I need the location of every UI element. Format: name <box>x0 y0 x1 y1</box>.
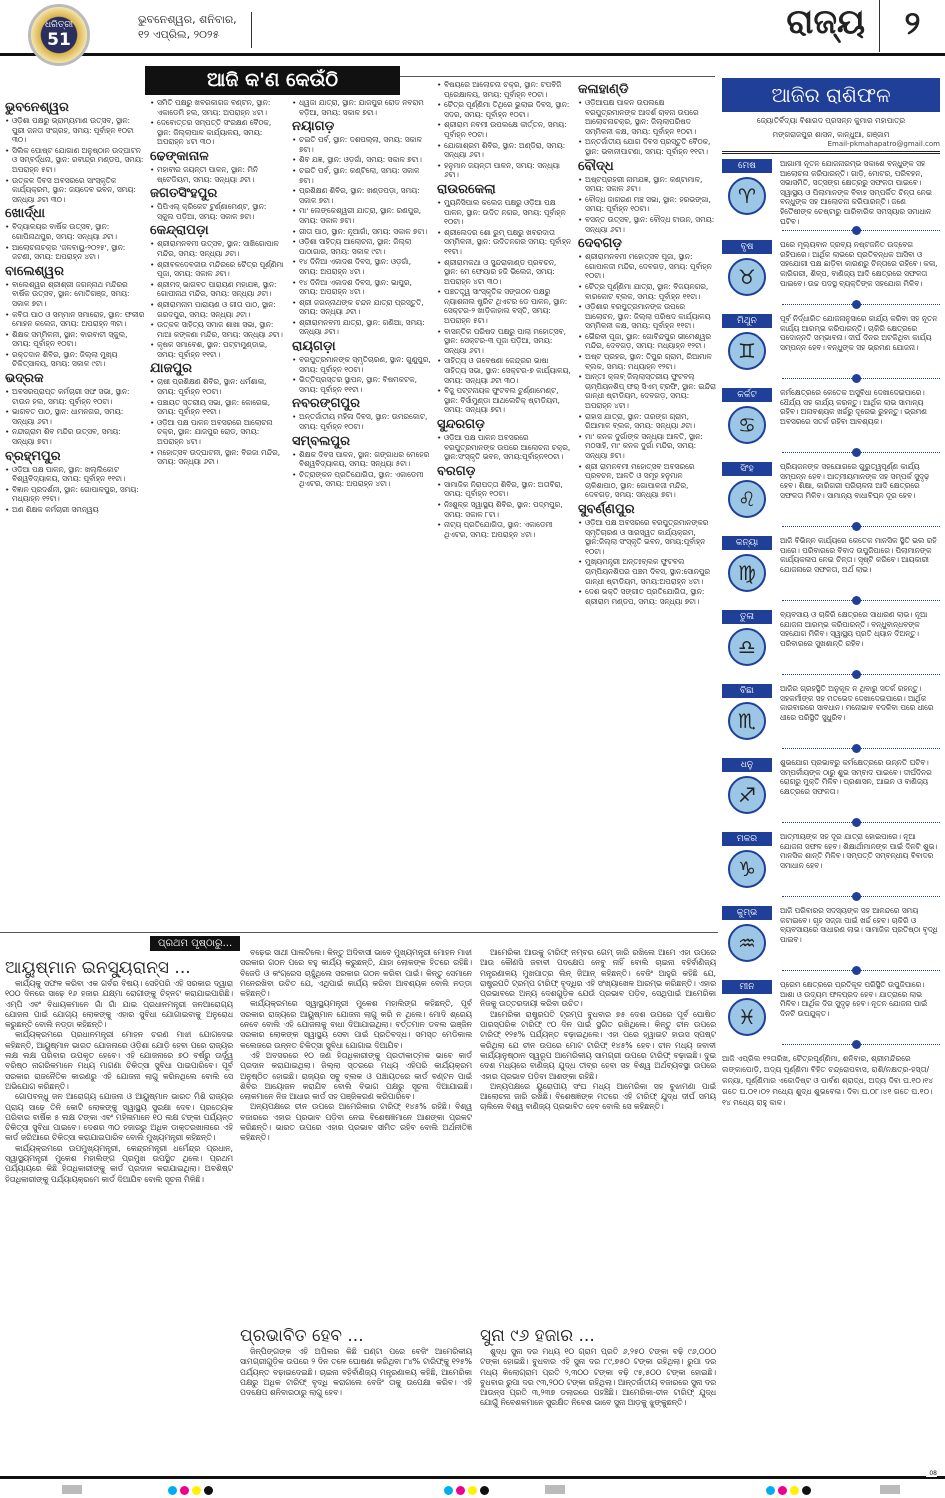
event-item: • ଦେବୋତ୍ତର ସମ୍ପତ୍ତି ସଂରକ୍ଷଣ ବୈଠକ, ସ୍ଥାନ: ଜିଲ୍ଲାପାଳ କାର୍ଯ୍ୟାଳୟ, ସମୟ: ଅପରାହ୍ନ ୪ଟା ୩୦। <box>150 118 285 147</box>
registration-dot-cyan <box>444 1486 453 1495</box>
dotted-separator <box>782 1040 940 1049</box>
event-item: • ଓଡ଼ିଶା ସାହିତ୍ୟ ଆଲୋଚନା, ସ୍ଥାନ: ଜିଲ୍ଲା ପାଠାଗାର, ସମୟ: ସକାଳ ୯ଟା। <box>292 237 432 256</box>
separator-dot-icon <box>852 1040 861 1049</box>
anniversary-logo <box>28 4 90 66</box>
event-item: • ମହାବୀର ଜୟନ୍ତୀ ପାଳନ, ସ୍ଥାନ: ମିନି ଷ୍ଟେଡିୟମ, ସମୟ: ସନ୍ଧ୍ୟା ୬ଟା। <box>150 165 285 184</box>
separator-dot-icon <box>852 226 861 235</box>
district-heading: ଭଦ୍ରକ <box>5 371 44 387</box>
dotted-separator <box>782 300 940 309</box>
logo-years: 51 <box>47 30 71 50</box>
event-item: • ଅବସରପ୍ରାପ୍ତ କର୍ମଚାରୀ ସଙ୍ଘ ସଭା, ସ୍ଥାନ: ଟାଉନ ହଲ, ସମୟ: ପୂର୍ବାହ୍ନ ୧୦ଟା। <box>5 387 145 406</box>
event-list <box>437 480 572 540</box>
event-list <box>578 175 716 235</box>
dotted-separator <box>782 670 940 679</box>
event-item: • ଚଇତି ପର୍ବ, ସ୍ଥାନ: କଣ୍ଟିଲୋ, ସମୟ: ସକାଳ ୭ଟା। <box>292 166 432 185</box>
event-item: • ସିଲିକ ପୋଷ୍ଟ ଯୋଗାଣ ଅନୁଷ୍ଠାନ ଉଦ୍‌ଘାଟନ ଓ ସମ୍ବର୍ଦ୍ଧନା, ସ୍ଥାନ: ରବୀନ୍ଦ୍ର ମଣ୍ଡପ, ସମୟ: ଅପରାହ୍ନ ୫ଟା। <box>5 146 145 175</box>
event-item: • ମୁଖ୍ୟମନ୍ତ୍ରୀ ଅନ୍ତଃବ୍ଲକ ଫୁଟବଲ ଚାମ୍ପିୟନଶିପର ପଞ୍ଚମ ଦିବସ, ସ୍ଥାନ:ସୋନପୁର ଗାନ୍ଧୀ ଷ୍ଟାଡିୟମ, ସମୟ:ଅପରାହ୍ନ ୪ଟା। <box>578 557 716 586</box>
gray-swatch <box>62 1485 82 1494</box>
event-item: • ପଞ୍ଚତତ୍ତ୍ୱ ସାଂସ୍କୃତିକ ସଙ୍ଗଠନ ପକ୍ଷରୁ ନ୍ୟାଶନାଲ ଷ୍ଟ୍ରିଟ ଥିଏଟର ଡେ ପାଳନ, ସ୍ଥାନ: ସେକ୍ଟର-୨ ଖାଡ଼ିକାହାଲ ବସ୍ତି, ସମୟ: ଅପରାହ୍ନ ୫ଟା। <box>437 287 572 325</box>
story-paragraph: ଆମେରିକା ଆଉକୁ ଟାରିଫ୍ ନମ୍ବର ଗେମ୍ ଜାରି ରଖିଲେ ଆମେ ଏହା ଉପରେ ଆଉ କୌଣସି ଜବାବୀ ପଦକ୍ଷେପ ନେବୁ ନାହିଁ ବୋଲି ଚାଇନା ବହିର୍ବାଣିଜ୍ୟ ମନ୍ତ୍ରଣାଳୟ ମୁଖପାତ୍ର ଲିନ୍ ଜିଆନ୍ କହିଛନ୍ତି। ବେଜିଂ ଆହୁରି କହିଛି ଯେ, ରାଷ୍ଟ୍ରପତି ଟ୍ରମ୍ପ ଟାରିଫ୍ ବୃଦ୍ଧିର ଏହି ସଂଖ୍ୟାଖେଳ ଆରମ୍ଭ କରିଛନ୍ତି। ଏହାର ପ୍ରଭାବରେ ଅନ୍ୟ ଦେଶଗୁଡ଼ିକ ଯେଉଁ ପ୍ରଭାବ ପଡ଼ିବ, ସେଥିପାଇଁ ଆମେରିକା ନିଜକୁ ଉତ୍ତରଦାୟୀ କରିବା ଉଚିତ। <box>480 948 716 1009</box>
dateline <box>138 12 252 48</box>
story-paragraph: ଆମେରିକା ରାଷ୍ଟ୍ରପତି ଟ୍ରମ୍ପ ବୁଧବାର ୭୫ ଦେଶ ଉପରେ ପୂର୍ବ ଘୋଷିତ ପାରସ୍ପରିକ ଟାରିଫ୍ ୯୦ ଦିନ ପାଇଁ ସ୍ଥଗିତ ରଖିଥିଲେ। କିନ୍ତୁ ଚୀନ ଉପରେ ଟାରିଫ୍ ୧୨୫% ପର୍ଯ୍ୟନ୍ତ ବଢ଼ାଇଥିଲେ। ଏହା ପରେ ହ୍ୱାଇଟ ହାଉସ ସ୍ପଷ୍ଟ କରିଥିଲା ଯେ ଚୀନ ଉପରେ ମୋଟ ଟାରିଫ୍ ୧୪୫% ହେବ। ଚୀନ ମଧ୍ୟ ଜବାବୀ କାର୍ଯ୍ୟାନୁଷ୍ଠାନ ସ୍ୱରୂପ ଆମେରିକୀୟ ସାମଗ୍ରୀ ଉପରେ ଟାରିଫ୍ ବଢ଼ାଇଛି। ଦୁଇ ଦେଶ ମଧ୍ୟରେ ବାଣିଜ୍ୟ ଯୁଦ୍ଧ ତୀବ୍ର ହେବା ସହ ବିଶ୍ୱ ଅର୍ଥବ୍ୟବସ୍ଥା ଉପରେ ଏହାର ପ୍ରଭାବ ପଡ଼ିବା ଆଶଙ୍କା ରହିଛି। <box>480 1009 716 1081</box>
district-heading: ଜଗତସିଂହପୁର <box>150 186 218 202</box>
zodiac-prediction: ଆଗାମୀ ନୂତନ ଯୋଜନାରମ୍ଭ ସକାଶେ ବନ୍ଧୁଙ୍କ ସହ ଆଲୋଚନା କରିପାରନ୍ତି। ଗାଡ଼ି, ମୋଟର, ପରିବହନ, ସଭାସମିତି, ସତ୍ସଙ୍ଗ କ୍ଷେତ୍ରରୁ ସଫଳତା ପାଇବେ। ସ୍ୱାସ୍ଥ୍ୟ ଓ ପିଲାମାନଙ୍କ ବିବାହ ସମ୍ପର୍କିତ ଚିନ୍ତା ନେଇ ବନ୍ଧୁଙ୍କ ସହ ଆଲୋଚନା କରିପାରନ୍ତି। ଜଣେ ହିତୈଷୀଙ୍କ ଚେଷ୍ଟାରୁ ପାରିବାରିକ ସମସ୍ୟାର ସମାଧାନ ଘଟିବ। <box>780 159 932 226</box>
zodiac-badge <box>722 830 776 892</box>
registration-dot-magenta <box>456 1486 465 1495</box>
zodiac-sign-name: ସିଂହ <box>722 462 772 476</box>
story-paragraph: କାର୍ଯ୍ୟକ୍ରମରେ ଉପମୁଖ୍ୟମନ୍ତ୍ରୀ, କେନ୍ଦ୍ରମନ୍ତ୍ରୀ ଧର୍ମେନ୍ଦ୍ର ପ୍ରଧାନ, ସ୍ୱାସ୍ଥ୍ୟମନ୍ତ୍ରୀ ମୁକେଶ ମହାଲିଙ୍ଗ ପ୍ରମୁଖ ଉପସ୍ଥିତ ଥିଲେ। ପ୍ରଥମ ପର୍ଯ୍ୟାୟରେ କିଛି ହିତାଧିକାରୀଙ୍କୁ କାର୍ଡ ପ୍ରଦାନ କରାଯାଇଥିଲା। ଅବଶିଷ୍ଟ ହିତାଧିକାରୀଙ୍କୁ ପର୍ଯ୍ୟାୟକ୍ରମେ କାର୍ଡ ଦିଆଯିବ ବୋଲି ସୂଚନା ମିଳିଛି। <box>5 1143 233 1184</box>
district-section <box>292 339 432 394</box>
zodiac-prediction: ଆତ୍ମୀୟଙ୍କ ସହ ଦୂର ଯାତ୍ରା ହୋଇପାରେ। ନୂଆ ଯୋଜନା ସଫଳ ହେବ। ଶିକ୍ଷାର୍ଥୀମାନଙ୍କ ପାଇଁ ଦିନଟି ଶୁଭ। ମାନସିକ ଶାନ୍ତି ମିଳିବ। ସମ୍ପତ୍ତି ସମ୍ବନ୍ଧୀୟ ବିବାଦର ସମାଧାନ ହେବ। <box>780 832 938 870</box>
event-item: • ଅଷ୍ଟପ୍ରହରୀ ନାମଯଜ୍ଞ, ସ୍ଥାନ: କଣ୍ଟାମାଳ, ସମୟ: ସକାଳ ୬ଟା। <box>578 175 716 194</box>
zodiac-sign-name: ଧନୁ <box>722 758 772 772</box>
event-list <box>292 355 432 394</box>
event-item: • ଶ୍ରୀରାମନବମୀ ମହୋତ୍ସବ ପୂଜା, ସ୍ଥାନ: ଗୋପାଳଜୀ ମନ୍ଦିର, ଦେବଗଡ଼, ସମୟ: ପୂର୍ବାହ୍ନ ୧୦ଟା। <box>578 252 716 281</box>
event-list <box>150 239 285 359</box>
gray-swatch <box>545 1485 565 1494</box>
logo-name: ଧରିତ୍ରୀ <box>44 20 74 30</box>
event-item: • ଅନ୍ତର୍ଜାତୀୟ ଯୋଗ ଦିବସ ପ୍ରସ୍ତୁତି ବୈଠକ, ସ୍ଥାନ: ଭବାନୀପାଟଣା, ସମୟ: ପୂର୍ବାହ୍ନ ୧୧ଟା। <box>578 137 716 156</box>
zodiac-badge <box>722 386 776 448</box>
event-item: • ଶିକ୍ଷକ ଦିବସ ପାଳନ, ସ୍ଥାନ: ଗଙ୍ଗାଧର ମେହେର ବିଶ୍ୱବିଦ୍ୟାଳୟ, ସମୟ: ସନ୍ଧ୍ୟା ୫ଟା। <box>292 450 432 469</box>
event-item: • ଶ୍ରୀ ଜଗନ୍ନାଥଙ୍କ ଚନ୍ଦନ ଯାତ୍ରା ପ୍ରସ୍ତୁତି, ସମୟ: ସନ୍ଧ୍ୟା ୬ଟା। <box>292 298 432 317</box>
event-item: • ଭୈରବୀ ପୂଜା, ସ୍ଥାନ: ଗୋବିନ୍ଦପୁର ଭୀମେଶ୍ୱର ମନ୍ଦିର, ଦେବଗଡ଼, ସମୟ: ମଧ୍ୟାହ୍ନ ୧୨ଟା। <box>578 332 716 351</box>
event-item: • ନାଟ୍ୟ ପ୍ରତିଯୋଗିତା, ସ୍ଥାନ: ଏକାଡେମୀ ଥିଏଟର, ସମୟ: ଅପରାହ୍ନ ୪ଟା। <box>437 520 572 539</box>
zodiac-badge <box>722 534 776 596</box>
zodiac-sign-name: ତୁଳା <box>722 610 772 624</box>
event-item: • ମ୍ୟୁନିସିପାଲ କଲେଜ ପକ୍ଷରୁ ଓଡ଼ିଆ ପକ୍ଷ ପାଳନ, ସ୍ଥାନ: ଉଦିତ ନଗର, ସମୟ: ପୂର୍ବାହ୍ନ ୧୦ଟା। <box>437 198 572 227</box>
event-item: • ଶ୍ରୀରାମ ନବମୀ ଉପଲକ୍ଷେ କୀର୍ତ୍ତନ, ସମୟ: ପୂର୍ବାହ୍ନ ୧୦ଟା। <box>437 120 572 139</box>
story-paragraph: ଅନ୍ୟପକ୍ଷରେ ୟୁରୋପୀୟ ସଂଘ ମଧ୍ୟ ଆମେରିକା ସହ ବୁଝାମଣା ପାଇଁ ଆଲୋଚନା ଜାରି ରଖିଛି। ବିଶେଷଜ୍ଞଙ୍କ ମତରେ ଏହି ଟାରିଫ୍ ଯୁଦ୍ଧ ଦୀର୍ଘ ସମୟ ଚାଲିଲେ ବିଶ୍ୱ ବାଣିଜ୍ୟ ପ୍ରଭାବିତ ହେବ ବୋଲି ସେ କହିଛନ୍ତି। <box>480 1081 716 1112</box>
event-item: • ଶ୍ରୀମଦ୍ ଭାଗବତ ପାରାୟଣ ମହାଯଜ୍ଞ, ସ୍ଥାନ: ଗୋପୀନାଥ ମନ୍ଦିର, ସମୟ: ସନ୍ଧ୍ୟା ୬ଟା। <box>150 280 285 299</box>
event-item: • ଓଡ଼ିଆପକ୍ଷ ପାଳନ ଉପଲକ୍ଷେ ବରପୁତ୍ରମାନଙ୍କ ଆଦର୍ଶ ଚାବନା ଉପରେ ଆଲୋଚନାଚକ୍ର, ସ୍ଥାନ: ଜିଲ୍ଲାପରିଷଦ ସମ୍ମିଳନୀ କକ୍ଷ, ସମୟ: ପୂର୍ବାହ୍ନ ୧୦ଟା। <box>578 98 716 136</box>
registration-dot-black <box>480 1486 489 1495</box>
event-item: • ଶ୍ରୀ ରାମନବମୀ ମହୋତ୍ସବ ଅବସରରେ ପ୍ରବଚନ, ଆଳତି ଓ ସମୂହ ହନୁମାନ ଚାଳିଶାପାଠ, ସ୍ଥାନ: ଗୋପାଳଜୀ ମନ୍ଦିର, ଦେବଗଡ଼, ସମୟ: ସନ୍ଧ୍ୟା ୭ଟା। <box>578 462 716 500</box>
event-list <box>5 116 145 204</box>
zodiac-badge <box>722 682 776 744</box>
event-item: • ବାଲେଶ୍ୱର ଶ୍ରୀଶ୍ରୀ ଜଗନ୍ନାଥ ମନ୍ଦିରର ବାର୍ଷିକ ଉତ୍ସବ, ସ୍ଥାନ: ମୋତିଗଞ୍ଜ, ସମୟ: ସକାଳ ୭ଟା। <box>5 280 145 309</box>
story-paragraph: ଶୁଦ୍ଧ ସୁନା ଦର ମଧ୍ୟ ୧୦ ଗ୍ରାମ ପ୍ରତି ୬,୨୫୦ ଟଙ୍କା ବଢ଼ି ୯୬,୦୦୦ ଟଙ୍କା ହୋଇଛି। ବୁଧବାର ଏହି ସୁନା ଦର ୮୯,୭୫୦ ଟଙ୍କା ରହିଥିଲା। ରୁପା ଦର ମଧ୍ୟ କିଲୋଗ୍ରାମ ପ୍ରତି ୨,୩୦୦ ଟଙ୍କା ବଢ଼ି ୯୫,୫୦୦ ଟଙ୍କା ହୋଇଛି। ବୁଧବାର ରୁପା ଦର ୯୩,୨୦୦ ଟଙ୍କା ରହିଥିଲା। ଆନ୍ତର୍ଜାତୀୟ ବଜାରରେ ସୁନା ଦର ଆଉନ୍ସ ପ୍ରତି ୩,୨୩୭ ଡଲାରରେ ପହଞ୍ଚିଛି। ଆମେରିକା-ଚୀନ ଟାରିଫ୍ ଯୁଦ୍ଧ ଯୋଗୁଁ ନିବେଶକମାନେ ସୁରକ୍ଷିତ ନିବେଶ ଭାବେ ସୁନା ଆଡ଼କୁ ଝୁଙ୍କୁଛନ୍ତି। <box>480 1347 716 1408</box>
event-item: • ଓଡ଼ିଶାର ବରପୁତ୍ରମାନଙ୍କ ଉପରେ ଆଲୋଚନ, ସ୍ଥାନ: ଜିଲ୍ଲା ପରିଷଦ କାର୍ଯ୍ୟାଳୟ ସମ୍ମିଳନୀ କକ୍ଷ, ସମୟ: ପୂର୍ବାହ୍ନ ୧୧ଟା। <box>578 302 716 331</box>
zodiac-badge <box>722 312 776 374</box>
zodiac-sign-name: ମେଷ <box>722 159 772 173</box>
horoscope-title: ଆଜିର ରାଶିଫଳ <box>722 78 940 112</box>
separator-dot-icon <box>852 374 861 383</box>
page-code: 08 <box>926 1470 937 1477</box>
district-heading: ବ୍ରହ୍ମପୁର <box>5 448 61 464</box>
zodiac-badge <box>722 460 776 522</box>
event-item: • ପଞ୍ଚାୟତ ସ୍ତରୀୟ ସଭା, ସ୍ଥାନ: କୋରେଇ, ସମୟ: ପୂର୍ବାହ୍ନ ୧୧ଟା। <box>150 398 285 417</box>
zodiac-sign-name: କୁମ୍ଭ <box>722 906 772 920</box>
event-list <box>150 165 285 184</box>
continued-from-front-tag: ପ୍ରଥମ ପୃଷ୍ଠାରୁ... <box>150 936 240 951</box>
registration-dot-yellow <box>468 1486 477 1495</box>
horoscope-panel <box>722 78 940 1470</box>
district-section <box>150 149 285 184</box>
event-list <box>437 433 572 462</box>
event-item: • ଓଡ଼ିଆ ପକ୍ଷ ପାଳନ, ସ୍ଥାନ: ଖଲ୍ଲିକୋଟ ବିଶ୍ୱବିଦ୍ୟାଳୟ, ସମୟ: ପୂର୍ବାହ୍ନ ୧୧ଟା। <box>5 465 145 484</box>
astrologer-email[interactable]: Email-pkmahapatro@gmail.com <box>827 140 940 148</box>
zodiac-prediction: ଘରେ ମୂଲ୍ୟବାନ ଦ୍ରବ୍ୟ ନଷ୍ଟଜନିତ ଉଦ୍‌ବେଗ ରହିପାରେ। ଆର୍ଥିକ ଲାଭରେ ପ୍ରତିବନ୍ଧକ ଆସିବା ଓ ସହଯୋଗୀ ପକ୍ଷ ଛାଡ଼ିବା କାରଣରୁ ଚିନ୍ତାରେ ରହିବେ। କଳା, କାରିଗରୀ, ଶିଳ୍ପ, ବାଣିଜ୍ୟ ଆଦି କ୍ଷେତ୍ରରେ ସଫଳତା ପାଇବେ। ଉଚ୍ଚ ପଦସ୍ଥ ବ୍ୟକ୍ତିଙ୍କ ସହଯୋଗ ମିଳିବ। <box>780 240 938 288</box>
zodiac-badge <box>722 756 776 818</box>
panjika-text: ଆଜି ଏପ୍ରିଲ ୧୨ତାରିଖ, ଚୈତ୍ରପୂର୍ଣ୍ଣିମା, ଶନିବାର, ଶ୍ରୀମନ୍ଦିରରେ ଲଙ୍କାପୋଡ଼ି, ଅଦ୍ୟ ପୂର୍ଣ୍ଣିମା ବିହିତ ଚନ୍ଦ୍ରୋପବାସ, ରାଶି/ନକ୍ଷତ୍ର-ହସ୍ତା/କନ୍ୟା, ପୂର୍ଣ୍ଣିମାର ଏକୋଦିଷ୍ଟ ଓ ପାର୍ବଣ ଶ୍ରାଦ୍ଧ, ଅଦ୍ୟ ଦିବା ଘ.୧୦।୧୪ ଗତେ ଘ.୦୧।୦୨ ମଧ୍ୟେ ଶୁଦ୍ଧ ଶୁଭବେଳା। ଦିବା ଘ.୦୮।୪୧ ଗତେ ଘ.୧୦।୧୪ ମଧ୍ୟେ ରାହୁ କାଳ। <box>722 1054 934 1108</box>
event-item: • ରାହାସ ଯାତ୍ରା, ସ୍ଥାନ: ତାରଙ୍ଗ ଗ୍ରାମ, ରିଆମାଳ ବ୍ଲକ, ସମୟ: ସନ୍ଧ୍ୟା ୬ଟା। <box>578 412 716 431</box>
zodiac-badge <box>722 238 776 300</box>
separator-dot-icon <box>852 670 861 679</box>
zodiac-symbol-icon: ♓ <box>728 998 766 1036</box>
district-heading: ରାଉରକେଲା <box>437 181 496 197</box>
zodiac-sign-entry <box>722 978 940 1049</box>
event-list <box>578 252 716 500</box>
event-list <box>578 98 716 157</box>
event-item: • ଭାଗବତ ପାଠ, ସ୍ଥାନ: ଧାମନଗର, ସମୟ: ସନ୍ଧ୍ୟା ୬ଟା। <box>5 407 145 426</box>
event-item: • ବିଷୟରେ ଆଲୋଚନା ଚକ୍ର, ସ୍ଥାନ: ଟପବିଜି ପ୍ରେକ୍ଷାଳୟ, ସମୟ: ପୂର୍ବାହ୍ନ ୧୦ଟା। <box>437 80 572 99</box>
district-section <box>437 80 572 180</box>
dotted-separator <box>782 596 940 605</box>
district-section <box>150 98 285 147</box>
story-paragraph: ଅନ୍ୟପକ୍ଷରେ ଚୀନ ଉପରେ ଆମେରିକାର ଟାରିଫ୍ ୧୪୫% ରହିଛି। ବିଶ୍ୱ ବଜାରରେ ଏହାର ପ୍ରଭାବ ପଡ଼ିବା ନେଇ ବିଶେଷଜ୍ଞମାନେ ଆଶଙ୍କା ପ୍ରକଟ କରିଛନ୍ତି। ଭାରତ ଉପରେ ଏହାର ପ୍ରଭାବ ସୀମିତ ରହିବ ବୋଲି ଅର୍ଥନୀତିଜ୍ଞ କହିଛନ୍ତି। <box>240 1102 472 1143</box>
district-section <box>5 264 145 369</box>
event-item: • ଓଡ଼ିଶା ପକ୍ଷରୁ ଭ୍ରାମ୍ୟମାଣ ଉତ୍ସବ, ସ୍ଥାନ: ପୁରୀ ଜନତା ସଂଗ୍ରହ, ସମୟ: ପୂର୍ବାହ୍ନ ୧୦ଟା ୩୦। <box>5 116 145 145</box>
event-list <box>5 387 145 447</box>
separator-dot-icon <box>852 522 861 531</box>
event-item: • ଆନ୍ତଃ କ୍ଲବ୍ ଜିଲ୍ଲାସ୍ତରୀୟ ଫୁଟବଲ୍ ଚାମ୍ପିୟନଶିପ୍ ଫର୍ ସିଏମ୍ ଟ୍ରଫି, ସ୍ଥାନ: ଇନ୍ଦିରା ଗାନ୍ଧୀ ଷ୍ଟାଡିୟମ, ଦେବଗଡ଼, ସମୟ: ଅପରାହ୍ନ ୪ଟା। <box>578 372 716 410</box>
zodiac-sign-entry <box>722 238 940 309</box>
divider <box>0 932 718 933</box>
event-item: • ଓଡ଼ିଆ ପକ୍ଷ ଅବସରରେ ବରପୁତ୍ରମାନଙ୍କର ସ୍ମୃତିଚାରଣ ଓ ସାରସ୍ୱତ କାର୍ଯ୍ୟକ୍ରମ, ସ୍ଥାନ:ଜିଲ୍ଲା ସଂସ୍କୃତି ଭବନ, ସମୟ:ପୂର୍ବାହ୍ନ ୧୦ଟା। <box>578 518 716 556</box>
district-heading: ନବରଙ୍ଗପୁର <box>292 396 361 412</box>
dotted-separator <box>782 522 940 531</box>
event-item: • ଓଡ଼ିଆ ପକ୍ଷ ପାଳନ ଅବସରରେ ଆଲୋଚନା ଚକ୍ର, ସ୍ଥାନ: ଯାଜପୁର ରୋଡ, ସମୟ: ଅପରାହ୍ନ ୪ଟା। <box>150 418 285 447</box>
events-column <box>5 98 145 928</box>
news-story <box>480 1326 716 1471</box>
events-column <box>437 80 572 928</box>
zodiac-prediction: ପ୍ରିୟଜନଙ୍କ ସହଯୋଗରେ ଗୁରୁତ୍ୱପୂର୍ଣ୍ଣ କାର୍ଯ୍ୟ ସମ୍ପନ୍ନ ହେବ। ଆତ୍ମୀୟମାନଙ୍କ ସହ ସମ୍ପର୍କ ସୁଦୃଢ଼ ହେବ। ଶିକ୍ଷା, କାରିଗରୀ ପରିଚାଳନା ଆଦି କ୍ଷେତ୍ରରେ ସଫଳତା ମିଳିବ। ସାମାନ୍ୟ ବାଧାବିଘ୍ନ ଦୂର ହେବ। <box>780 462 930 500</box>
event-list <box>150 98 285 147</box>
news-story <box>480 948 716 1318</box>
event-item: • ବିଦ୍ୟାଳୟର ବାର୍ଷିକ ଉତ୍ସବ, ସ୍ଥାନ: ଗୋପିନାଥପୁର, ସମୟ: ସନ୍ଧ୍ୟା ୬ଟା। <box>5 222 145 241</box>
event-item: • ସମିତି ପକ୍ଷରୁ ଖବରକାଗଜ ବଣ୍ଟନ, ସ୍ଥାନ: ଏକାଡେମି ହଲ, ସମୟ: ଅପରାହ୍ନ ୪ଟା। <box>150 98 285 117</box>
zodiac-badge <box>722 904 776 966</box>
district-section <box>437 417 572 462</box>
events-banner: ଆଜି କ'ଣ କେଉଁଠି <box>145 66 400 95</box>
event-list <box>292 98 432 117</box>
event-item: • ବିଜୁ ପଟ୍ଟନାୟକ ଫୁଟବଲ ଟୁର୍ଣ୍ଣାମେଣ୍ଟ, ସ୍ଥାନ: ବିର୍ସାମୁଣ୍ଡା ଆଥଲେଟିକ୍ ଷ୍ଟାଡିୟମ, ସମୟ: ସନ୍ଧ୍ୟା ୭ଟା। <box>437 386 572 415</box>
zodiac-badge <box>722 978 776 1040</box>
story-paragraph: ବଢ଼େଇ ସାଥୀ ପାଲଟିଲେ। କିନ୍ତୁ ଅଦିବାସୀ ଭାବେ ମୁଖ୍ୟମନ୍ତ୍ରୀ ମୋହନ ମାଝୀ ସରକାର ଗଠନ ପରେ ବହୁ କାର୍ଯ୍ୟ କରୁଛନ୍ତି, ଯାହା ଲୋକଙ୍କ ହିତରେ ରହିଛି। ବିଜେଡି ଓ କଂଗ୍ରେସ ଚାହୁଁଥିଲେ ସରକାର ଗଠନ କରିବା ପାଇଁ। କିନ୍ତୁ ସେମାନେ ମନେରଖିବା ଉଚିତ ଯେ, ଏଥିପାଇଁ କାର୍ଯ୍ୟ କରିବା ଆବଶ୍ୟକ ବୋଲି ନଡ୍ଡା କହିଛନ୍ତି। <box>240 948 472 999</box>
separator-dot-icon <box>852 448 861 457</box>
event-item: • ଚୈତ୍ର ପୂର୍ଣ୍ଣିମା ତିଥିରେ ଭୁଲାଇ ଦିବସ, ସ୍ଥାନ: ସଦର, ସମୟ: ପୂର୍ବାହ୍ନ ୧୦ଟା। <box>437 100 572 119</box>
divider <box>400 76 715 77</box>
dotted-separator <box>782 892 940 901</box>
dotted-separator <box>782 818 940 827</box>
district-section <box>578 236 716 500</box>
events-column <box>292 98 432 928</box>
news-story <box>240 1326 472 1471</box>
district-heading: ବରଗଡ଼ <box>437 463 476 479</box>
separator-dot-icon <box>852 744 861 753</box>
story-paragraph: କାର୍ଯ୍ୟକ୍ରମରେ ସ୍ୱାସ୍ଥ୍ୟମନ୍ତ୍ରୀ ମୁକେଶ ମହାଲିଙ୍ଗ କହିଛନ୍ତି, ପୂର୍ବ ସରକାର ରାଜ୍ୟରେ ଆୟୁଷ୍ମାନ ଯୋଜନା ଲାଗୁ କରି ନ ଥିଲେ। ମୋଦି ଶ୍ରେୟ ନେବେ ବୋଲି ଏହି ଯୋଜନାକୁ ବାଧା ଦିଆଯାଇଥିଲା। ବର୍ତ୍ତମାନ ଡବଲ ଇଞ୍ଜିନ ସରକାର ଲୋକଙ୍କ ସ୍ୱାସ୍ଥ୍ୟ ସେବା ପାଇଁ ପ୍ରତିବଦ୍ଧ। ସମସ୍ତ ମେଡିକାଲ କଲେଜରେ ଉନ୍ନତ ଚିକିତ୍ସା ସୁବିଧା ଯୋଗାଇ ଦିଆଯିବ। <box>240 999 472 1050</box>
zodiac-sign-name: ବୃଷ <box>722 240 772 254</box>
event-item: • ଚିତ୍ରାଙ୍କନ ପ୍ରତିଯୋଗିତା, ସ୍ଥାନ: ଏକାଡେମୀ ଥିଏଟର, ସମୟ: ଅପରାହ୍ନ ୪ଟା। <box>292 470 432 489</box>
event-list <box>150 202 285 221</box>
zodiac-sign-name: ମୀନ <box>722 980 772 994</box>
zodiac-symbol-icon: ♊ <box>728 332 766 370</box>
event-item: • ଉତ୍କଳ ଦିବସ ଅବସରରେ ସାଂସ୍କୃତିକ କାର୍ଯ୍ୟକ୍ରମ, ସ୍ଥାନ: ଜୟଦେବ ଭବନ, ସମୟ: ସନ୍ଧ୍ୟା ୬ଟା ୩୦। <box>5 176 145 205</box>
registration-dot-black <box>802 1486 811 1495</box>
district-heading: ବୌଦ୍ଧ <box>578 158 614 174</box>
district-section <box>578 82 716 157</box>
district-section <box>5 206 145 261</box>
event-list <box>5 465 145 515</box>
event-item: • ମା' କନକ ଦୁର୍ଗାଙ୍କ ସନ୍ଧ୍ୟା ଆଳତି, ସ୍ଥାନ: ମଠସାହି, ମା' କନକ ଦୁର୍ଗା ମନ୍ଦିର, ସମୟ: ସନ୍ଧ୍ୟା ୭ଟା। <box>578 432 716 461</box>
event-item: • ଶିବ ଯଜ୍ଞ, ସ୍ଥାନ: ଓଡ଼ଗାଁ, ସମୟ: ସକାଳ ୭ଟା। <box>292 155 432 165</box>
district-heading: ଭୁବନେଶ୍ୱର <box>5 100 69 115</box>
event-item: • ଶ୍ରୀରାମକଥା ଓ ସୁନ୍ଦରାକାଣ୍ଡ ପ୍ରବଚନ, ସ୍ଥାନ: ମେ ଫେୟାର ହଜି ଭିଲେଜ, ସମୟ: ଅପରାହ୍ନ ୪ଟା ୩୦। <box>437 258 572 287</box>
district-section <box>292 119 432 337</box>
zodiac-sign-entry <box>722 386 940 457</box>
event-item: • ଶ୍ରୀଲେଦର ଶୋ ରୁମ୍ ପକ୍ଷରୁ ଖବରଦାତା ସମ୍ମିଳନୀ, ସ୍ଥାନ: ଉଦିତନଗର ସମୟ: ପୂର୍ବାହ୍ନ ୧୧ଟା। <box>437 228 572 257</box>
footer-rule <box>0 1476 945 1479</box>
registration-dot-black <box>204 1486 213 1495</box>
district-heading: ବାଲେଶ୍ୱର <box>5 263 64 279</box>
news-story <box>5 958 233 1468</box>
zodiac-prediction: ଶୁଭଯୋଗ ପ୍ରଭାବରୁ କର୍ମକ୍ଷେତ୍ରରେ ଉନ୍ନତି ଘଟିବ। ସମ୍ପର୍କୀୟଙ୍କ ଠାରୁ ଶୁଭ ସମ୍ବାଦ ପାଇବେ। ଦୀର୍ଘଦିନର ରୋଗରୁ ମୁକ୍ତି ମିଳିବ। ପ୍ରଶାସନ, ଆଇନ ଓ ବାଣିଜ୍ୟ କ୍ଷେତ୍ରରେ ସଫଳତା। <box>780 758 932 796</box>
page-section-name: ରାଜ୍ୟ <box>786 2 865 42</box>
event-list <box>437 198 572 415</box>
dotted-separator <box>782 448 940 457</box>
separator-dot-icon <box>852 892 861 901</box>
district-section <box>150 361 285 466</box>
event-item: • କୃଷକ ସମାବେଶ, ସ୍ଥାନ: ପଟ୍ଟାମୁଣ୍ଡାଇ, ସମୟ: ପୂର୍ବାହ୍ନ ୧୧ଟା। <box>150 340 285 359</box>
district-heading: ଯାଜପୁର <box>150 361 193 377</box>
event-item: • ନିଃଶୁଳ୍କ ସ୍ୱାସ୍ଥ୍ୟ ଶିବିର, ସ୍ଥାନ: ପଦ୍ମପୁର, ସମୟ: ସକାଳ ୮ଟା। <box>437 500 572 519</box>
masthead <box>0 0 945 56</box>
event-item: • ୧୪ ଦିନିଆ ଏକାଦଶ ଦିବସ, ସ୍ଥାନ: ଓଡ଼ଗାଁ, ସମୟ: ଅପରାହ୍ନ ୪ଟା। <box>292 257 432 276</box>
event-item: • ଯୋଗାଶ୍ରମ ଶିବିର, ସ୍ଥାନ: ଅଣ୍ଡିରା, ସମୟ: ସନ୍ଧ୍ୟା ୬ଟା। <box>437 141 572 160</box>
registration-dot-magenta <box>778 1486 787 1495</box>
event-item: • ଭିତ୍ତିପ୍ରସ୍ତର ସ୍ଥାପନ, ସ୍ଥାନ: ବିଷମକଟକ, ସମୟ: ପୂର୍ବାହ୍ନ ୧୧ଟା। <box>292 375 432 394</box>
event-list <box>150 377 285 466</box>
district-heading: ନୟାଗଡ଼ <box>292 119 335 135</box>
zodiac-sign-entry <box>722 460 940 531</box>
district-section <box>578 159 716 235</box>
zodiac-sign-entry <box>722 608 940 679</box>
district-section <box>292 434 432 489</box>
district-section <box>150 186 285 221</box>
event-item: • କବିତା ପାଠ ଓ ସମ୍ମାନ ସମାରୋହ, ସ୍ଥାନ: ଫକୀର ମୋହନ କଲେଜ, ସମୟ: ଅପରାହ୍ନ ୩ଟା। <box>5 310 145 329</box>
district-section <box>150 223 285 359</box>
zodiac-symbol-icon: ♑ <box>728 850 766 888</box>
astrologer-address: ମଙ୍ଗରାଜପୁର ଶାସନ, କାନ୍ଧୁଆ, ଗଞ୍ଜାମ <box>772 130 890 139</box>
zodiac-badge <box>722 608 776 670</box>
registration-dot-cyan <box>168 1486 177 1495</box>
event-item: • ଶ୍ରୀବଳଦେବଜୀଉ ମନ୍ଦିରରେ ଚୈତ୍ର ପୂର୍ଣ୍ଣିମା ପୂଜା, ସମୟ: ସକାଳ ୬ଟା। <box>150 260 285 279</box>
event-item: • ବାସନ୍ତିକ ପରିଷଦ ପକ୍ଷରୁ ପାଲା ମହୋତ୍ସବ, ସ୍ଥାନ: ସେକ୍ଟର-୩ ପୂଜା ପଡ଼ିଆ, ସମୟ: ସନ୍ଧ୍ୟା ୬ଟା। <box>437 327 572 356</box>
event-item: • ଶ୍ରୀରାମନାମ ପାରାୟଣ ଓ ଗୀତା ପାଠ, ସ୍ଥାନ: ଗରଦପୁର, ସମୟ: ସନ୍ଧ୍ୟା ୬ଟା। <box>150 300 285 319</box>
zodiac-symbol-icon: ♐ <box>728 776 766 814</box>
separator-dot-icon <box>852 818 861 827</box>
event-item: • ବରପୁତ୍ରମାନଙ୍କ ସ୍ମୃତିଚାରଣ, ସ୍ଥାନ: ଗୁଣୁପୁର, ସମୟ: ପୂର୍ବାହ୍ନ ୧୦ଟା। <box>292 355 432 374</box>
story-paragraph: ଗୋପବନ୍ଧୁ ଜନ ଆରୋଗ୍ୟ ଯୋଜନା ଓ ଆୟୁଷ୍ମାନ ଭାରତ ମିଶି ରାଜ୍ୟର ପ୍ରାୟ ସାଢ଼େ ତିନି କୋଟି ଲୋକଙ୍କୁ ସ୍ୱାସ୍ଥ୍ୟ ସୁରକ୍ଷା ଦେବ। ପ୍ରତ୍ୟେକ ପରିବାର ବାର୍ଷିକ ୫ ଲକ୍ଷ ଟଙ୍କା ଏବଂ ମହିଳାମାନେ ୧୦ ଲକ୍ଷ ଟଙ୍କା ପର୍ଯ୍ୟନ୍ତ ଚିକିତ୍ସା ସୁବିଧା ପାଇବେ। ଦେଶର ୩୦ ହଜାରରୁ ଅଧିକ ଡାକ୍ତରଖାନାରେ ଏହି କାର୍ଡ ଜରିଆରେ ଚିକିତ୍ସା କରାଯାଇପାରିବ ବୋଲି ମୁଖ୍ୟମନ୍ତ୍ରୀ କହିଛନ୍ତି। <box>5 1092 233 1143</box>
district-section <box>578 502 716 606</box>
zodiac-symbol-icon: ♍ <box>728 554 766 592</box>
event-item: • ଶ୍ରୀରାମନବମୀ ଉତ୍ସବ, ସ୍ଥାନ: ସାଖିଗୋପାଳ ମନ୍ଦିର, ସମୟ: ସନ୍ଧ୍ୟା ୬ଟା। <box>150 239 285 258</box>
registration-dot-yellow <box>192 1486 201 1495</box>
events-column <box>578 80 716 928</box>
district-section <box>437 182 572 415</box>
event-list <box>292 412 432 431</box>
zodiac-symbol-icon: ♒ <box>728 924 766 962</box>
event-item: • ଚଇତି ପର୍ବ, ସ୍ଥାନ: ଦଶପଲ୍ଲା, ସମୟ: ସକାଳ ୭ଟା। <box>292 135 432 154</box>
events-column <box>150 98 285 928</box>
event-item: • ମା' ଲେଙ୍କେଶ୍ୱରୀ ଯାତ୍ରା, ସ୍ଥାନ: ରଣପୁର, ସମୟ: ସକାଳ ୭ଟା। <box>292 206 432 225</box>
zodiac-sign-entry <box>722 157 940 235</box>
zodiac-sign-name: କନ୍ୟା <box>722 536 772 550</box>
dotted-separator <box>782 744 940 753</box>
zodiac-sign-entry <box>722 312 940 383</box>
district-section <box>5 371 145 447</box>
district-heading: ଢେଙ୍କାନାଳ <box>150 148 209 164</box>
separator-dot-icon <box>852 966 861 975</box>
separator-dot-icon <box>852 300 861 309</box>
story-paragraph: କାର୍ଯ୍ୟକ୍ରମରେ ପ୍ରଧାନମନ୍ତ୍ରୀ ମୋହନ ଚରଣ ମାଝୀ ଯୋଗଦେଇ କହିଛନ୍ତି, ଆୟୁଷ୍ମାନ ଭାରତ ଯୋଜନାରେ ଓଡ଼ିଶା ଯୋଡ଼ି ହେବା ପରେ ରାଜ୍ୟର ଲକ୍ଷ ଲକ୍ଷ ପରିବାର ଉପକୃତ ହେବେ। ଏହି ଯୋଜନାରେ ୭୦ ବର୍ଷରୁ ଊର୍ଦ୍ଧ୍ୱ ବରିଷ୍ଠ ନାଗରିକମାନେ ମଧ୍ୟ ମାଗଣା ଚିକିତ୍ସା ସୁବିଧା ପାଇପାରିବେ। ପୂର୍ବ ସରକାର ରାଜନୈତିକ କାରଣରୁ ଏହି ଯୋଜନା ଲାଗୁ କରିନଥିଲେ ବୋଲି ସେ ଅଭିଯୋଗ କରିଛନ୍ତି। <box>5 1030 233 1091</box>
astrologer-name: ଜ୍ୟୋତିର୍ବିଦ୍ୟା ବିଶାରଦ ପ୍ରସନ୍ନ କୁମାର ମହାପାତ୍ର <box>756 116 906 125</box>
zodiac-prediction: ପ୍ରେମ କ୍ଷେତ୍ରରେ ପ୍ରତିକୂଳ ପରିସ୍ଥିତି ଉପୁଜିପାରେ। ଆଶା ଓ ଉଦ୍ୟମ ଫଳପ୍ରଦ ହେବ। ଯାତ୍ରାରେ ଲାଭ ମିଳିବ। ଆର୍ଥିକ ଦିଗ ସୁଦୃଢ଼ ହେବ। ନୂତନ ଯୋଜନା ପାଇଁ ଦିନଟି ଉପଯୁକ୍ତ। <box>780 980 928 1018</box>
district-heading: କଳାହାଣ୍ଡି <box>578 82 629 97</box>
news-story <box>240 948 472 1318</box>
zodiac-symbol-icon: ♌ <box>728 480 766 518</box>
zodiac-symbol-icon: ♋ <box>728 406 766 444</box>
gray-swatch <box>880 1485 900 1494</box>
event-list <box>437 80 572 180</box>
story-headline: ପ୍ରଭାବିତ ହେବ ... <box>240 1326 364 1346</box>
event-item: • ପିପିଏଲ୍ କ୍ରିକେଟ ଟୁର୍ଣ୍ଣାମେଣ୍ଟ, ସ୍ଥାନ: ସ୍କୁଲ ପଡ଼ିଆ, ସମୟ: ସକାଳ ୭ଟା। <box>150 202 285 221</box>
zodiac-prediction: କର୍ମକ୍ଷେତ୍ରରେ କେତେକ ଅସୁବିଧା ଦେଖାଦେଇପାରେ। ଧୈର୍ଯ୍ୟ ସହ କାର୍ଯ୍ୟ କରନ୍ତୁ। ଆର୍ଥିକ ଲାଭ ସାମାନ୍ୟ ରହିବ। ଅନାବଶ୍ୟକ ଖର୍ଚ୍ଚରୁ ଦୂରେଇ ରୁହନ୍ତୁ। ଭ୍ରମଣ ଅବସରରେ ସତର୍କ ରହିବା ଆବଶ୍ୟକ। <box>780 388 927 426</box>
event-item: • ଶିକ୍ଷକ ସମ୍ମିଳନୀ, ସ୍ଥାନ: ବାରବାଟୀ ସ୍କୁଲ, ସମୟ: ପୂର୍ବାହ୍ନ ୧୦ଟା। <box>5 330 145 349</box>
event-item: • ଚାଷୀ ପ୍ରଶିକ୍ଷଣ ଶିବିର, ସ୍ଥାନ: ଧର୍ମଶାଳା, ସମୟ: ପୂର୍ବାହ୍ନ ୧୦ଟା। <box>150 377 285 396</box>
dateline-date: ୧୨ ଏପ୍ରିଲ, ୨୦୨୫ <box>138 28 220 41</box>
story-paragraph: ଏହି ଅବସରରେ ୧୦ ଜଣ ହିତାଧିକାରୀଙ୍କୁ ପ୍ରତୀକାତ୍ମକ ଭାବେ କାର୍ଡ ପ୍ରଦାନ କରାଯାଇଥିଲା। ଜିଲ୍ଲା ସ୍ତରରେ ମଧ୍ୟ ଏହିପରି କାର୍ଯ୍ୟକ୍ରମ ଅନୁଷ୍ଠିତ ହୋଇଛି। ରାଜ୍ୟର ସବୁ ବ୍ଲକ ଓ ପଞ୍ଚାୟତରେ କାର୍ଡ ବଣ୍ଟନ ପାଇଁ ଶିବିର ଆୟୋଜନ କରାଯିବ ବୋଲି ବିଭାଗ ପକ୍ଷରୁ ସୂଚନା ଦିଆଯାଇଛି। ଲୋକମାନେ ନିଜ ଆଧାର କାର୍ଡ ସହ ପଞ୍ଜିକରଣ କରିପାରିବେ। <box>240 1050 472 1102</box>
district-heading: ସୁବର୍ଣ୍ଣପୁର <box>578 501 635 517</box>
zodiac-sign-entry <box>722 682 940 753</box>
event-item: • ଅଷ୍ଟ ପ୍ରହର, ସ୍ଥାନ: ତିପୁର ଗ୍ରାମ, ରିଆମାଳ ବ୍ଲକ, ସମୟ: ମଧ୍ୟାହ୍ନ ୧୨ଟା। <box>578 352 716 371</box>
story-paragraph: ଜିନ୍‌ପିଙ୍ଗଙ୍କ ଏହି ଅପିଲର କିଛି ଘଣ୍ଟା ପରେ ବେଜିଂ ଆମେରିକୀୟ ସାମଗ୍ରୀଗୁଡ଼ିକ ଉପରେ ୨ ଦିନ ତଳେ ଘୋଷଣା କରିଥିବା ୮୪% ଟାରିଫ୍‌କୁ ୧୨୫% ପର୍ଯ୍ୟନ୍ତ ବଢ଼ାଇଦେଇଛି। ଚାଇନା ବହିର୍ବାଣିଜ୍ୟ ମନ୍ତ୍ରଣାଳୟ କହିଛି, ଆମେରିକା ପକ୍ଷରୁ ଅଧିକ ଟାରିଫ୍ ବୃଦ୍ଧି କରାଗଲେ ବେଜିଂ ତାକୁ ଉପେକ୍ଷା କରିବ। ଏହି ପଦକ୍ଷେପ ଶନିବାରଠାରୁ ଲାଗୁ ହେବ। <box>240 1347 472 1398</box>
zodiac-badge <box>722 157 776 219</box>
registration-dot-yellow <box>790 1486 799 1495</box>
district-heading: ରାୟଗଡ଼ା <box>292 339 336 355</box>
event-item: • ହନୁମାନ ଜୟନ୍ତୀ ପାଳନ, ସମୟ: ସନ୍ଧ୍ୟା ୬ଟା। <box>437 161 572 180</box>
zodiac-sign-entry <box>722 830 940 901</box>
event-list <box>578 518 716 606</box>
event-item: • ଦେଶ ଭକ୍ତି ସଙ୍ଗୀତ ପ୍ରତିଯୋଗିତା, ସ୍ଥାନ: ଶ୍ରୀରାମ ମଣ୍ଡପ, ସମୟ: ସନ୍ଧ୍ୟା ୭ଟା। <box>578 587 716 606</box>
event-item: • ଅଣ ଶିକ୍ଷକ କର୍ମଚାରୀ ସମନ୍ୱୟ <box>5 505 145 515</box>
zodiac-sign-name: ମିଥୁନ <box>722 314 772 328</box>
zodiac-prediction: ଆଜିର ଗ୍ରହସ୍ଥିତି ଅନୁକୂଳ ନ ଥିବାରୁ ସତର୍କ ରହନ୍ତୁ। ସହକର୍ମୀଙ୍କ ସହ ମତଭେଦ ଦେଖାଦେଇପାରେ। ଆର୍ଥିକ କାରବାରରେ ସାବଧାନ। ମନୋଭାବ ବଦଳିବା ପରେ ଧୀରେ ଧୀରେ ପରିସ୍ଥିତି ସୁଧୁରିବ। <box>780 684 934 722</box>
event-list <box>292 450 432 489</box>
district-heading: ସୁନ୍ଦରଗଡ଼ <box>437 417 485 432</box>
zodiac-prediction: ବ୍ୟବସାୟ ଓ ଚାକିରି କ୍ଷେତ୍ରରେ ସାଧାରଣ ଲାଭ। ନୂଆ ଯୋଜନା ଆରମ୍ଭ କରିପାରନ୍ତି। ବନ୍ଧୁବାନ୍ଧବଙ୍କ ସହଯୋଗ ମିଳିବ। ସ୍ୱାସ୍ଥ୍ୟ ପ୍ରତି ଧ୍ୟାନ ଦିଅନ୍ତୁ। ପରିବାରରେ ସୁଖଶାନ୍ତି ରହିବ। <box>780 610 928 648</box>
district-section <box>437 464 572 540</box>
zodiac-sign-name: ମକର <box>722 832 772 846</box>
event-item: • ମହୋତ୍ସବ ଉଦ୍‌ଘାଟନୀ, ସ୍ଥାନ: ବିରଜା ମନ୍ଦିର, ସମୟ: ସନ୍ଧ୍ୟା ୬ଟା। <box>150 448 285 467</box>
zodiac-sign-name: କର୍କଟ <box>722 388 772 402</box>
district-heading: ଖୋର୍ଦ୍ଧା <box>5 206 45 222</box>
district-section <box>5 100 145 204</box>
event-list <box>5 280 145 369</box>
district-heading: ସମ୍ବଲପୁର <box>292 433 350 449</box>
dotted-separator <box>782 374 940 383</box>
divider <box>722 151 940 154</box>
zodiac-symbol-icon: ♈ <box>728 177 766 215</box>
event-item: • ଆଲୋଚନାଚକ୍ର 'ଜଳବାୟୁ-୨୦୨୫', ସ୍ଥାନ: ଜଟଣୀ, ସମୟ: ଅପରାହ୍ନ ୪ଟା। <box>5 243 145 262</box>
event-item: • ସାହିତ୍ୟ ଓ ଗବେଷଣା କେନ୍ଦ୍ରର ଭାଷା ସାହିତ୍ୟ ସଭା, ସ୍ଥାନ: ସେକ୍ଟର-୭ କାର୍ଯ୍ୟାଳୟ, ସମୟ: ସନ୍ଧ୍ୟା ୬ଟା ୩୦। <box>437 356 572 385</box>
event-item: • ବସନ୍ତ ଉତ୍ସବ, ସ୍ଥାନ: ବୌଦ୍ଧ ଟାଉନ, ସମୟ: ସନ୍ଧ୍ୟା ୬ଟା। <box>578 215 716 234</box>
event-item: • ଚୈତ୍ର ପୂର୍ଣ୍ଣିମା ଯାତ୍ରା, ସ୍ଥାନ: ବିଜୟନଗର, ବାରକୋଟ ବ୍ଲକ, ସମୟ: ପୂର୍ବାହ୍ନ ୧୧ଟା। <box>578 282 716 301</box>
event-item: • ଧ୍ୱଜା ଯାତ୍ରା, ସ୍ଥାନ: ଯାଜପୁର ରୋଡ ନବରାମ ବଡ଼ିଆ, ସମୟ: ସକାଳ ୭ଟା। <box>292 98 432 117</box>
zodiac-sign-entry <box>722 534 940 605</box>
district-section <box>292 98 432 117</box>
zodiac-sign-entry <box>722 756 940 827</box>
registration-dot-cyan <box>766 1486 775 1495</box>
event-item: • ପ୍ରଶିକ୍ଷଣ ଶିବିର, ସ୍ଥାନ: ଖଣ୍ଡପଡ଼ା, ସମୟ: ସକାଳ ୭ଟା। <box>292 186 432 205</box>
dotted-separator <box>782 966 940 975</box>
district-section <box>5 449 145 515</box>
event-item: • ସାମାଜିକ ନିରାପତ୍ତା ଶିବିର, ସ୍ଥାନ: ଅତାବିରା, ସମୟ: ପୂର୍ବାହ୍ନ ୧୦ଟା। <box>437 480 572 499</box>
zodiac-symbol-icon: ♏ <box>728 702 766 740</box>
dateline-place-day: ଭୁବନେଶ୍ୱର, ଶନିବାର, <box>138 13 237 26</box>
zodiac-sign-entry <box>722 904 940 975</box>
zodiac-prediction: ଆଜି ବିଭିନ୍ନ କାର୍ଯ୍ୟରେ କେତେକ ମାନସିକ ସ୍ଥିତି ଭଲ ରହି ପାରେ। ପରିବାରରେ ବିବାଦ ଉପୁଜିପାରେ। ପିଲାମାନଙ୍କ କାର୍ଯ୍ୟକଳାପ ନେଇ ଚିନ୍ତା। ସୃଷ୍ଟି କରିବେ। ଆୟକାରୀ ଯୋଜନାରେ ସଫଳତା, ଅର୍ଥ ଲାଭ। <box>780 536 937 574</box>
event-item: • ୧୪ ଦିନିଆ ଏକାଦଶ ଦିବସ, ସ୍ଥାନ: ଭାପୁର, ସମୟ: ଅପରାହ୍ନ ୪ଟା। <box>292 278 432 297</box>
event-item: • ବିଜ୍ଞାନ ପ୍ରଦର୍ଶନୀ, ସ୍ଥାନ: ଗୋପାଳପୁର, ସମୟ: ମଧ୍ୟାହ୍ନ ୧୨ଟା। <box>5 485 145 504</box>
registration-dot-magenta <box>180 1486 189 1495</box>
event-item: • ନନ୍ଦୀଗ୍ରାମ ଶିବ ମନ୍ଦିର ଉତ୍ସବ, ସମୟ: ସନ୍ଧ୍ୟା ୭ଟା। <box>5 427 145 446</box>
page-number: ୨ <box>879 0 945 52</box>
event-item: • ବୌଦ୍ଧ ଜାଗରଣ ମଞ୍ଚ ସଭା, ସ୍ଥାନ: ହରଭଙ୍ଗା, ସମୟ: ପୂର୍ବାହ୍ନ ୧୦ଟା। <box>578 195 716 214</box>
zodiac-symbol-icon: ♉ <box>728 258 766 296</box>
dotted-separator <box>782 226 940 235</box>
district-section <box>292 396 432 431</box>
story-headline: ଆୟୁଷ୍ମାନ ଇନସ୍ୟୁରାନ୍ସ ... <box>5 958 191 978</box>
story-paragraph: କାର୍ଯ୍ୟକୁ ସଫଳ କରିବା ଏକ ଗର୍ବର ବିଷୟ। ସେହିପରି ଏହି ସରକାର ଦ୍ୱାରା ୧୦୦ ଦିନରେ ସାଢ଼େ ୧୬ ହଜାର ଯକ୍ଷ୍ମା ରୋଗୀଙ୍କୁ ଚିହ୍ନଟ କରାଯାଇପାରିଛି। ଏମ୍‌ପି ଏବଂ ବିଧାୟକମାନେ ଗାଁ ଗାଁ ଯାଇ ପ୍ରଧାନମନ୍ତ୍ରୀ ଜନଆରୋଗ୍ୟ ଯୋଜନା ପାଇଁ ଯୋଗ୍ୟ ଲୋକଙ୍କୁ ଏହାର ସୁବିଧା ଯୋଗାଇବାକୁ ଅନୁରୋଧ କରୁଛନ୍ତି ବୋଲି ନଡ୍ଡା କହିଛନ୍ତି। <box>5 979 233 1030</box>
event-item: • ଓଡ଼ିଆ ପକ୍ଷ ପାଳନ ଅବସରରେ ବରପୁତ୍ରମାନଙ୍କ ଉପରେ ଆଲୋଚନା ଚକ୍ର, ସ୍ଥାନ:ସଂସ୍କୃତି ଭବନ, ସମୟ:ପୂର୍ବାହ୍ନ୧୦ଟା। <box>437 433 572 462</box>
event-item: • ଅନ୍ତର୍ଜାତୀୟ ମହିଳା ଦିବସ, ସ୍ଥାନ: ଉମରକୋଟ, ସମୟ: ପୂର୍ବାହ୍ନ ୧୦ଟା। <box>292 412 432 431</box>
story-headline: ସୁନା ୯୬ ହଜାର ... <box>480 1326 595 1346</box>
event-item: • ଶ୍ରୀରାମନବମୀ ଯାତ୍ରା, ସ୍ଥାନ: ଗଣିଆ, ସମୟ: ସନ୍ଧ୍ୟା ୬ଟା। <box>292 318 432 337</box>
event-list <box>5 222 145 261</box>
district-heading: କେନ୍ଦ୍ରାପଡ଼ା <box>150 223 209 239</box>
event-item: • ରକ୍ତଦାନ ଶିବିର, ସ୍ଥାନ: ଜିଲ୍ଲା ମୁଖ୍ୟ ଚିକିତ୍ସାଳୟ, ସମୟ: ସକାଳ ୯ଟା। <box>5 350 145 369</box>
zodiac-prediction: ଆଜି ପରିବାରର ସଦସ୍ୟଙ୍କ ସହ ଆନନ୍ଦରେ ସମୟ କଟାଇବେ। ଗୃହ ସଜ୍ଜା ପାଇଁ ଖର୍ଚ୍ଚ ହେବ। ଚାକିରି ଓ ବ୍ୟବସାୟରେ ସାଧାରଣ ଲାଭ। ସାମାଜିକ ପ୍ରତିଷ୍ଠା ବୃଦ୍ଧି ପାଇବ। <box>780 906 938 944</box>
event-item: • ଗୀତା ପାଠ, ସ୍ଥାନ: ନୂଆଗାଁ, ସମୟ: ସକାଳ ୭ଟା। <box>292 227 432 237</box>
event-list <box>292 135 432 337</box>
zodiac-prediction: ପୂର୍ବ ନିର୍ଦ୍ଧାରିତ ଯୋଜନାନୁସାରେ କାର୍ଯ୍ୟ କରିବା ସହ ନୂତନ କାର୍ଯ୍ୟ ଆରମ୍ଭ କରିପାରନ୍ତି। ଚାକିରି କ୍ଷେତ୍ରରେ ପଦୋନ୍ନତି ସମ୍ଭାବନା। ଦୀର୍ଘ ଦିନର ଅଟକିଥିବା କାର୍ଯ୍ୟ ସମ୍ପନ୍ନ ହେବ। ବନ୍ଧୁଙ୍କ ସହ ଭ୍ରମଣ ଯୋଜନା। <box>780 314 938 352</box>
zodiac-symbol-icon: ♎ <box>728 628 766 666</box>
event-item: • ଉତ୍କଳ ସାହିତ୍ୟ ସମାଜ ଶାଖା ସଭା, ସ୍ଥାନ: ମାଆ କଙ୍କଣା ମନ୍ଦିର, ସମୟ: ସନ୍ଧ୍ୟା ୬ଟା। <box>150 320 285 339</box>
district-heading: ଦେବଗଡ଼ <box>578 236 622 252</box>
separator-dot-icon <box>852 596 861 605</box>
zodiac-sign-name: ବିଛା <box>722 684 772 698</box>
